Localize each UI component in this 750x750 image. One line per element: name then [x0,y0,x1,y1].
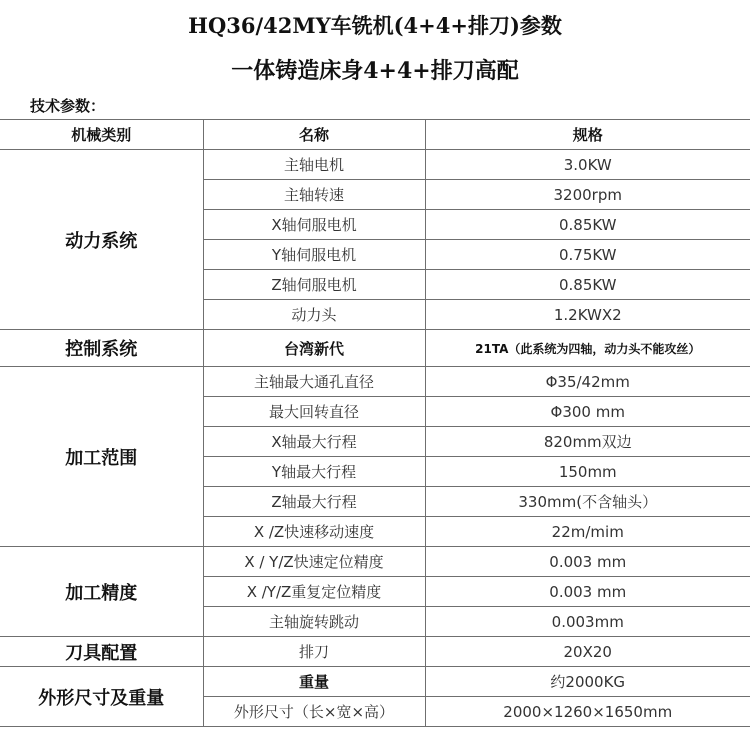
param-name: 主轴旋转跳动 [203,607,425,637]
table-row [0,330,750,367]
param-spec: 330mm(不含轴头） [425,487,750,517]
category-cell: 动力系统 [0,150,203,330]
category-cell: 外形尺寸及重量 [0,667,203,727]
param-name: Z轴伺服电机 [203,270,425,300]
table-header-row [0,120,750,150]
header-spec: 规格 [425,120,750,150]
table-row [0,150,750,180]
category-cell: 控制系统 [0,330,203,367]
param-spec: 0.75KW [425,240,750,270]
param-spec: 3.0KW [425,150,750,180]
param-name: Y轴伺服电机 [203,240,425,270]
param-name: 主轴最大通孔直径 [203,367,425,397]
param-name: X / Y/Z快速定位精度 [203,547,425,577]
param-name: X轴最大行程 [203,427,425,457]
param-name: X /Y/Z重复定位精度 [203,577,425,607]
param-spec: 22m/mim [425,517,750,547]
table-row [0,637,750,667]
param-spec: 0.85KW [425,270,750,300]
page-title: HQ36/42MY车铣机(4+4+排刀)参数 [188,13,562,38]
param-spec: Φ300 mm [425,397,750,427]
table-row [0,667,750,697]
param-name: 主轴电机 [203,150,425,180]
param-name: 外形尺寸（长×宽×高） [203,697,425,727]
param-spec: 0.003 mm [425,547,750,577]
table-row [0,367,750,397]
table-row [0,547,750,577]
param-spec: 约2000KG [425,667,750,697]
param-name: 动力头 [203,300,425,330]
param-spec: 3200rpm [425,180,750,210]
param-spec: 21TA（此系统为四轴，动力头不能攻丝） [425,330,750,367]
param-name: Y轴最大行程 [203,457,425,487]
param-name: 台湾新代 [203,330,425,367]
param-name: 主轴转速 [203,180,425,210]
param-name: 最大回转直径 [203,397,425,427]
param-name: 重量 [203,667,425,697]
header-name: 名称 [203,120,425,150]
section-label: 技术参数： [30,97,106,115]
page-subtitle: 一体铸造床身4+4+排刀高配 [231,58,519,84]
param-spec: 0.003 mm [425,577,750,607]
param-spec: 20X20 [425,637,750,667]
param-name: Z轴最大行程 [203,487,425,517]
param-name: 排刀 [203,637,425,667]
spec-table [0,119,750,727]
category-cell: 刀具配置 [0,637,203,667]
param-spec: Φ35/42mm [425,367,750,397]
param-spec: 0.003mm [425,607,750,637]
param-spec: 820mm双边 [425,427,750,457]
param-spec: 0.85KW [425,210,750,240]
param-name: X /Z快速移动速度 [203,517,425,547]
param-spec: 2000×1260×1650mm [425,697,750,727]
category-cell: 加工范围 [0,367,203,547]
param-spec: 150mm [425,457,750,487]
param-name: X轴伺服电机 [203,210,425,240]
param-spec: 1.2KWX2 [425,300,750,330]
category-cell: 加工精度 [0,547,203,637]
header-category: 机械类别 [0,120,203,150]
